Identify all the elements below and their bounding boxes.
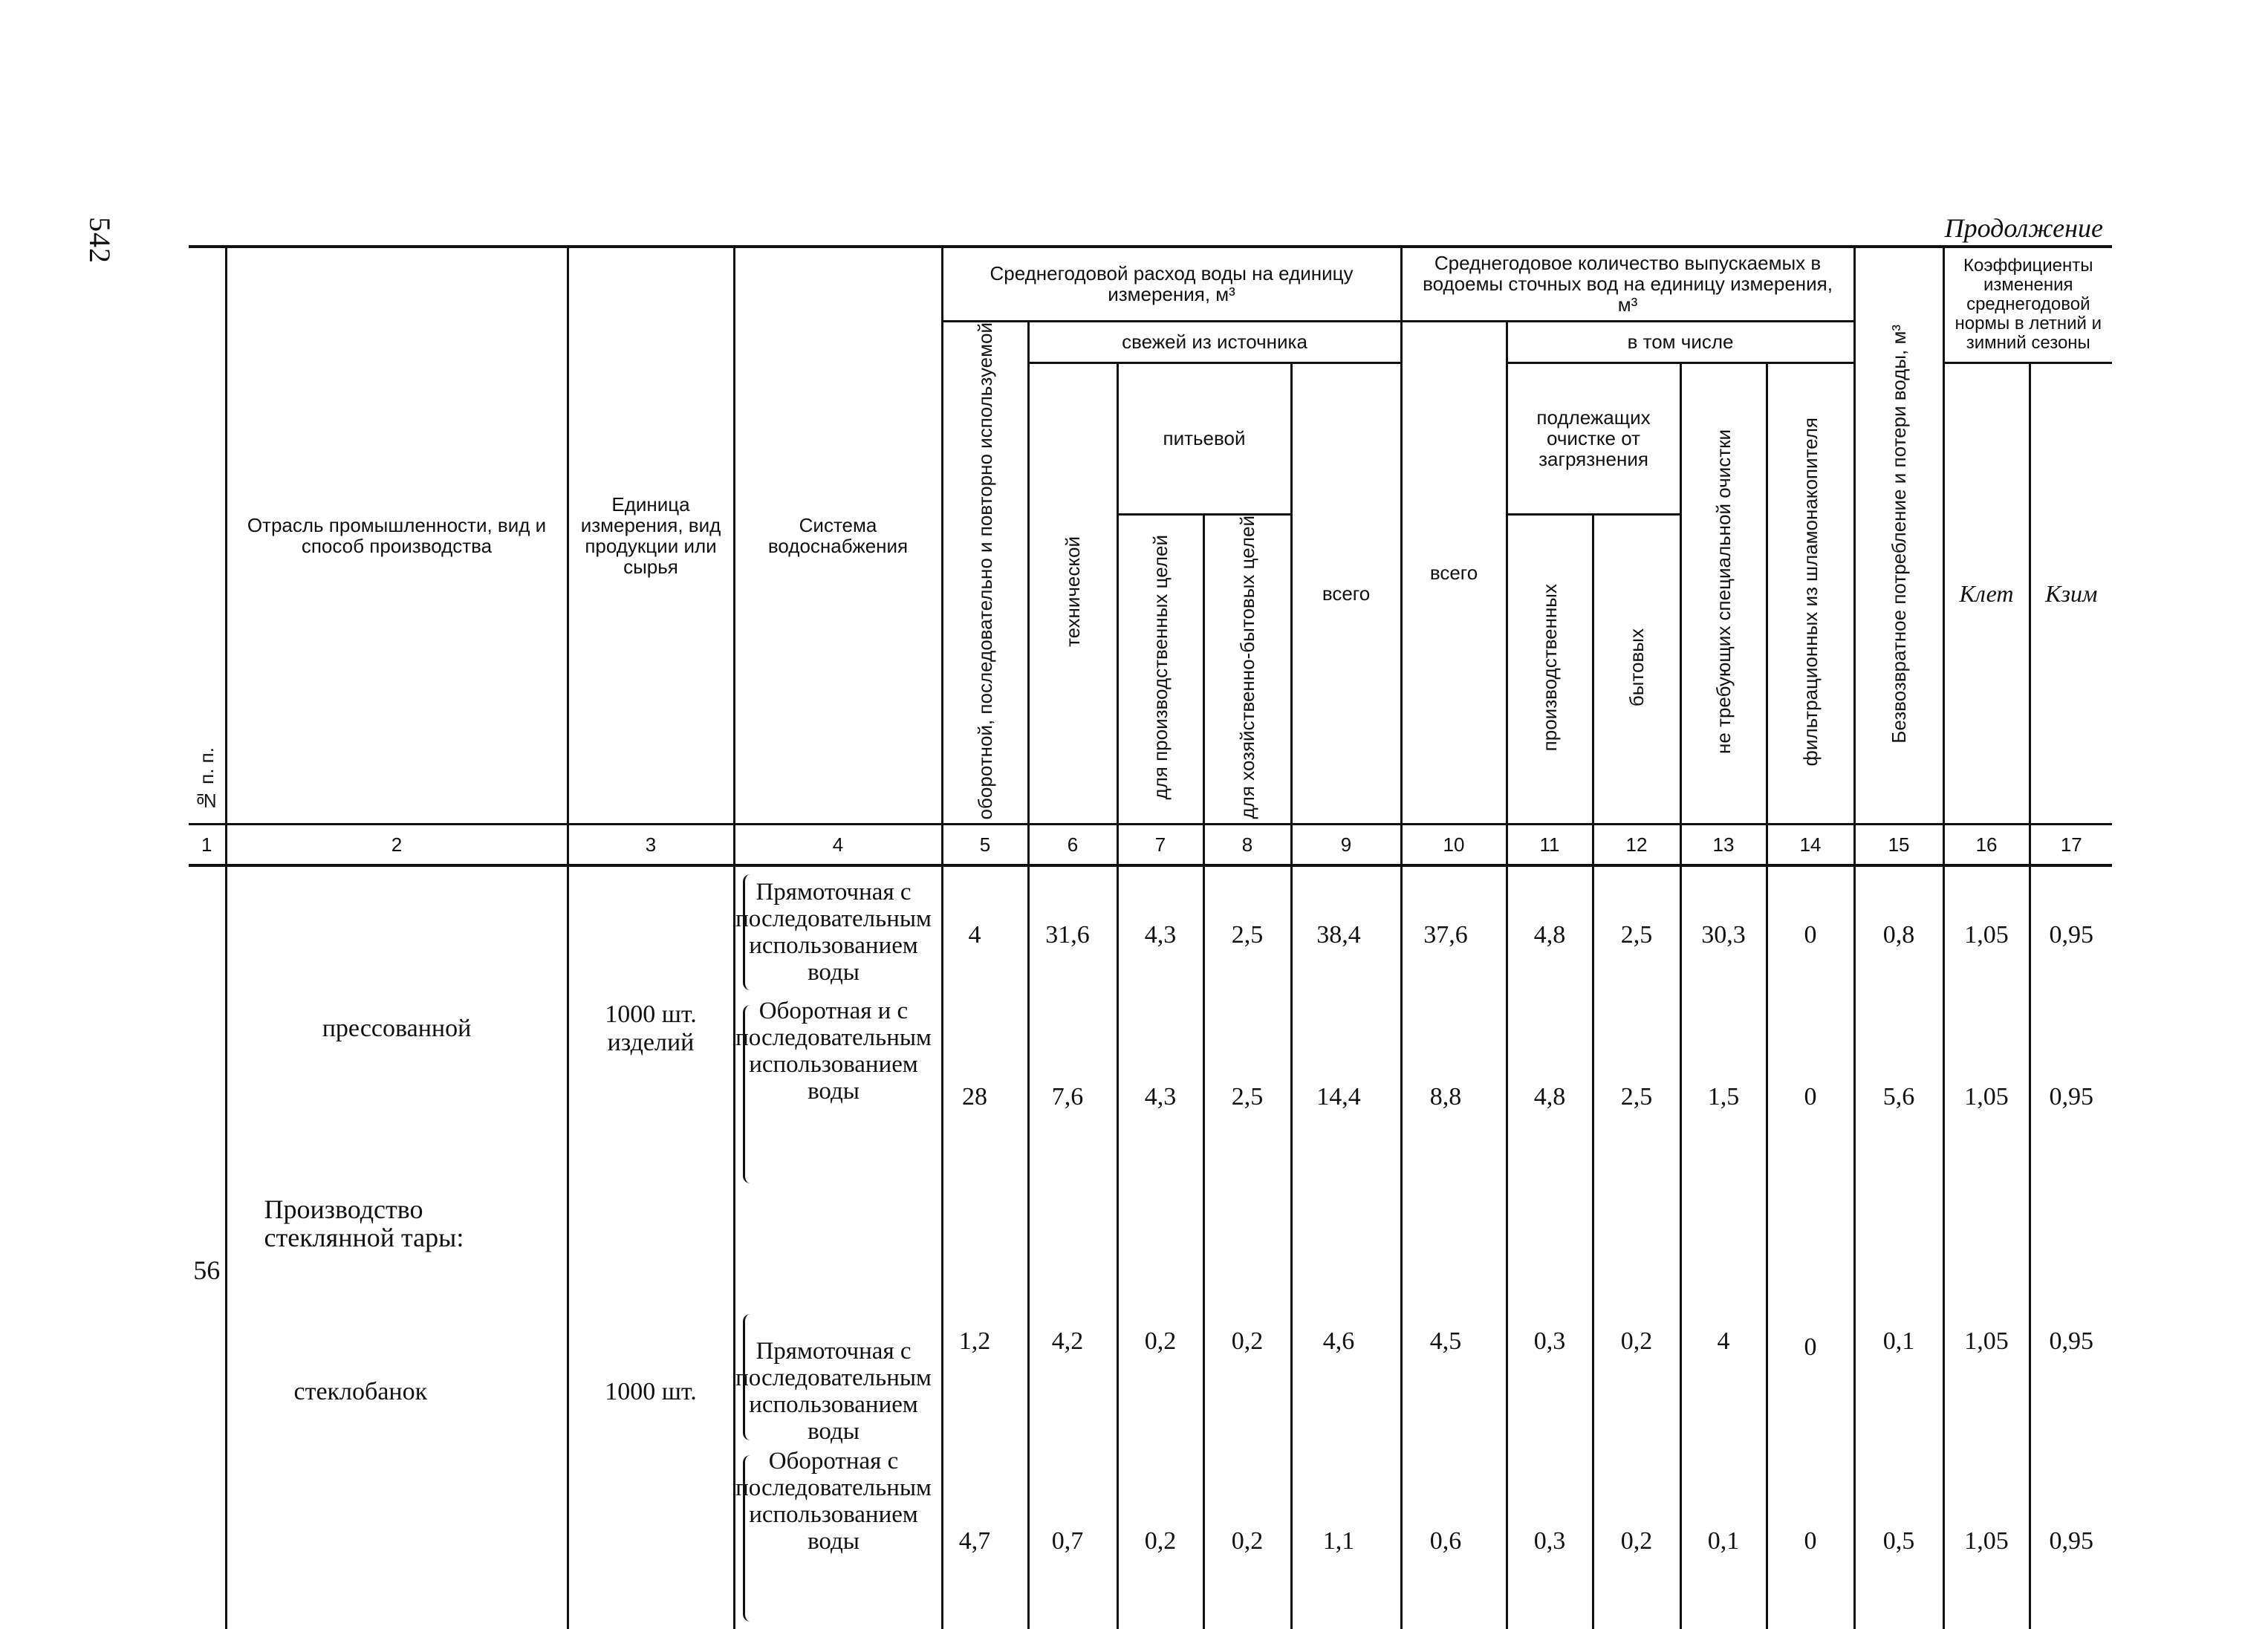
value-cell: 0,95 [2030,865,2112,998]
header-drinking-group: питьевой [1163,427,1246,450]
col-num: 13 [1680,824,1767,865]
header-losses: Безвозвратное потребление и потери воды, м³ [1888,324,1911,744]
value-cell: 4 [1680,1191,1767,1448]
col-num: 2 [226,824,568,865]
header-consumption-group: Среднегодовой расход воды на единицу измерения, м³ [990,262,1354,306]
system-label: Оборотная и с последовательным использованием воды [735,997,932,1105]
value-cell: 1,05 [1943,998,2030,1191]
header-k-summer: Kлет [1959,579,2014,607]
value-cell: 1,1 [1291,1448,1401,1629]
value-cell: 37,6 [1401,865,1507,998]
header-household-purposes: для хозяйственно-бытовых целей [1236,516,1258,819]
header-number: № п. п. [195,747,218,812]
col-num: 3 [568,824,734,865]
value-cell: 0,95 [2030,1448,2112,1629]
system-cell [734,865,942,998]
header-total-discharge: всего [1429,561,1478,584]
value-cell: 0 [1767,998,1854,1191]
value-cell: 4,3 [1117,865,1203,998]
value-cell: 2,5 [1593,865,1680,998]
col-num: 8 [1203,824,1291,865]
system-cell [734,998,942,1191]
header-recycled: оборотной, последовательно и повторно используемой [974,322,996,819]
col-num: 5 [942,824,1028,865]
value-cell: 4,2 [1028,1191,1117,1448]
item-title: Производство стеклянной тары: [264,1194,464,1252]
value-cell: 0,1 [1854,1191,1943,1448]
value-cell: 1,5 [1680,998,1767,1191]
header-domestic-discharge: бытовых [1625,628,1648,707]
table-row [189,865,2112,998]
value-cell: 4,8 [1507,998,1593,1191]
value-cell: 2,5 [1593,998,1680,1191]
table-row [189,1191,2112,1448]
value-cell: 4,3 [1117,998,1203,1191]
value-cell: 4,8 [1507,865,1593,998]
value-cell: 0,2 [1117,1191,1203,1448]
value-cell: 0 [1767,1191,1854,1448]
col-num: 12 [1593,824,1680,865]
header-industry: Отрасль промышленности, вид и способ производства [247,513,547,557]
header-coef-group: Коэффициенты изменения среднегодовой нормы в летний и зимний сезоны [1955,256,2102,354]
value-cell: 0,8 [1854,865,1943,998]
system-label: Прямоточная с последовательным использованием воды [735,1337,932,1445]
value-cell: 0,95 [2030,1191,2112,1448]
col-num: 14 [1767,824,1854,865]
unit-value: 1000 шт. изделий [568,865,734,1191]
value-cell: 0,2 [1593,1448,1680,1629]
value-cell: 28 [942,998,1028,1191]
col-num: 7 [1117,824,1203,865]
item-number: 56 [189,865,226,1629]
header-filtration: фильтрационных из шламонакопителя [1799,417,1822,766]
unit-value: 1000 шт. [568,1191,734,1629]
value-cell: 0,95 [2030,998,2112,1191]
header-system: Система водоснабжения [767,513,909,557]
value-cell: 0,2 [1203,1191,1291,1448]
header-unit: Единица измерения, вид продукции или сырья [580,492,721,578]
header-fresh-group: свежей из источника [1122,331,1307,353]
col-num: 11 [1507,824,1593,865]
water-norms-table [189,245,2112,1629]
header-k-winter: Kзим [2045,579,2098,607]
value-cell: 0,2 [1593,1191,1680,1448]
system-cell [734,1448,942,1629]
header-total-fresh: всего [1322,582,1371,605]
col-num: 9 [1291,824,1401,865]
value-cell: 0 [1767,1448,1854,1629]
value-cell: 0 [1767,865,1854,998]
col-num: 4 [734,824,942,865]
value-cell: 31,6 [1028,865,1117,998]
value-cell: 0,2 [1203,1448,1291,1629]
col-num: 1 [189,824,226,865]
header-incl-group: в том числе [1627,331,1734,353]
value-cell: 14,4 [1291,998,1401,1191]
col-num: 6 [1028,824,1117,865]
value-cell: 30,3 [1680,865,1767,998]
system-label: Оборотная с последовательным использованием воды [735,1447,932,1555]
system-cell [734,1191,942,1448]
value-cell: 4 [942,865,1028,998]
branch-name: стеклобанок [293,1377,428,1405]
value-cell: 0,2 [1117,1448,1203,1629]
value-cell: 0,1 [1680,1448,1767,1629]
header-industrial-discharge: производственных [1538,584,1562,752]
branch-name: прессованной [226,865,568,1191]
value-cell: 2,5 [1203,998,1291,1191]
value-cell: 0,6 [1401,1448,1507,1629]
value-cell: 0,3 [1507,1191,1593,1448]
value-cell: 0,3 [1507,1448,1593,1629]
value-cell: 1,05 [1943,865,2030,998]
header-discharge-group: Среднегодовое количество выпускаемых в водоемы сточных вод на единицу измерения, м³ [1423,252,1833,316]
value-cell: 0,5 [1854,1448,1943,1629]
header-cleaning-group: подлежащих очистке от загрязнения [1536,406,1651,471]
value-cell: 1,2 [942,1191,1028,1448]
col-num: 10 [1401,824,1507,865]
value-cell: 7,6 [1028,998,1117,1191]
value-cell: 1,05 [1943,1448,2030,1629]
value-cell: 4,6 [1291,1191,1401,1448]
branch-cell [226,1191,568,1629]
system-label: Прямоточная с последовательным использованием воды [735,878,932,986]
col-num: 16 [1943,824,2030,865]
value-cell: 38,4 [1291,865,1401,998]
page-number: 542 [83,217,117,264]
col-num: 17 [2030,824,2112,865]
value-cell: 4,5 [1401,1191,1507,1448]
value-cell: 4,7 [942,1448,1028,1629]
header-no-treatment: не требующих специальной очистки [1712,429,1735,754]
value-cell: 8,8 [1401,998,1507,1191]
header-technical: технической [1062,536,1084,647]
value-cell: 5,6 [1854,998,1943,1191]
continuation-label: Продолжение [1944,213,2103,243]
value-cell: 2,5 [1203,865,1291,998]
value-cell: 1,05 [1943,1191,2030,1448]
col-num: 15 [1854,824,1943,865]
header-production-purposes: для производственных целей [1149,535,1172,800]
value-cell: 0,7 [1028,1448,1117,1629]
